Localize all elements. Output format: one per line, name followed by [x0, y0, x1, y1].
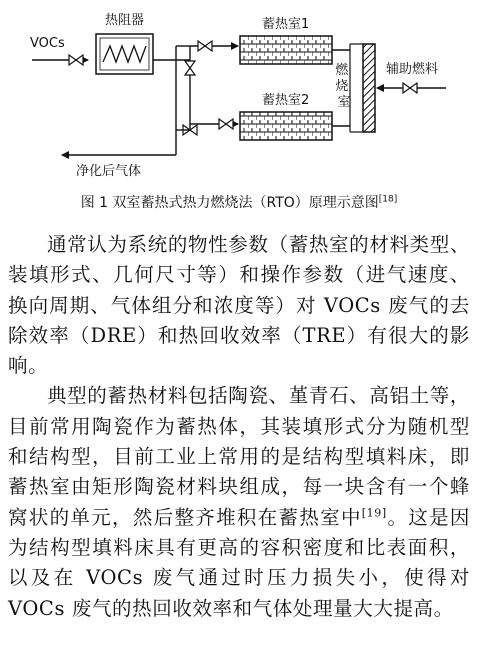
valve-chamber1-in: [198, 41, 212, 51]
vocs-input-label: VOCs: [30, 36, 65, 51]
figure-caption-ref: [18]: [378, 194, 398, 205]
purified-gas-label: 净化后气体: [76, 164, 142, 179]
combustion-chamber: [363, 44, 375, 132]
regenerator-chamber-2: [240, 112, 332, 140]
citation-19: [19]: [361, 506, 387, 520]
paragraph-2-text-b: 。这是因为结构型填料床具有更高的容积密度和比表面积，以及在 VOCs 废气通过时压力损失小，使得对 VOCs 废气的热回收效率和气体处理量大大提高。: [8, 505, 471, 620]
paragraph-2-text-a: 典型的蓄热材料包括陶瓷、堇青石、高铝土等，目前常用陶瓷作为蓄热体，其装填形式分为随机型和结构型，目前工业上常用的是结构型填料床，即蓄热室由矩形陶瓷材料块组成，每一块含有一个蜂窝状的单元，然后整齐堆积在蓄热室中: [8, 384, 470, 529]
article-body: [8, 230, 470, 624]
paragraph-1: 通常认为系统的物性参数（蓄热室的材料类型、装填形式、几何尺寸等）和操作参数（进气速度、换向周期、气体组分和浓度等）对 VOCs 废气的去除效率（DRE）和热回收效率（TRE）有很大的影响。: [8, 233, 470, 378]
figure-caption: [0, 192, 478, 212]
auxiliary-fuel-label: 辅助燃料: [386, 62, 439, 77]
valve-chamber2-in: [219, 119, 233, 129]
chamber1-label: 蓄热室1: [262, 17, 310, 32]
rto-process-diagram: [0, 0, 478, 180]
regenerator-chamber-1: [240, 36, 332, 64]
heater-label: 热阻器: [105, 13, 145, 28]
combustion-chamber-label: 燃 烧 室: [335, 63, 351, 110]
paragraph-2: [8, 381, 470, 623]
fuel-valve: [403, 83, 417, 93]
chamber2-label: 蓄热室2: [262, 93, 310, 108]
figure-caption-text: 图 1 双室蓄热式热力燃烧法（RTO）原理示意图: [80, 195, 379, 211]
inlet-valve: [69, 55, 83, 65]
valve-chamber1-out: [185, 61, 195, 75]
